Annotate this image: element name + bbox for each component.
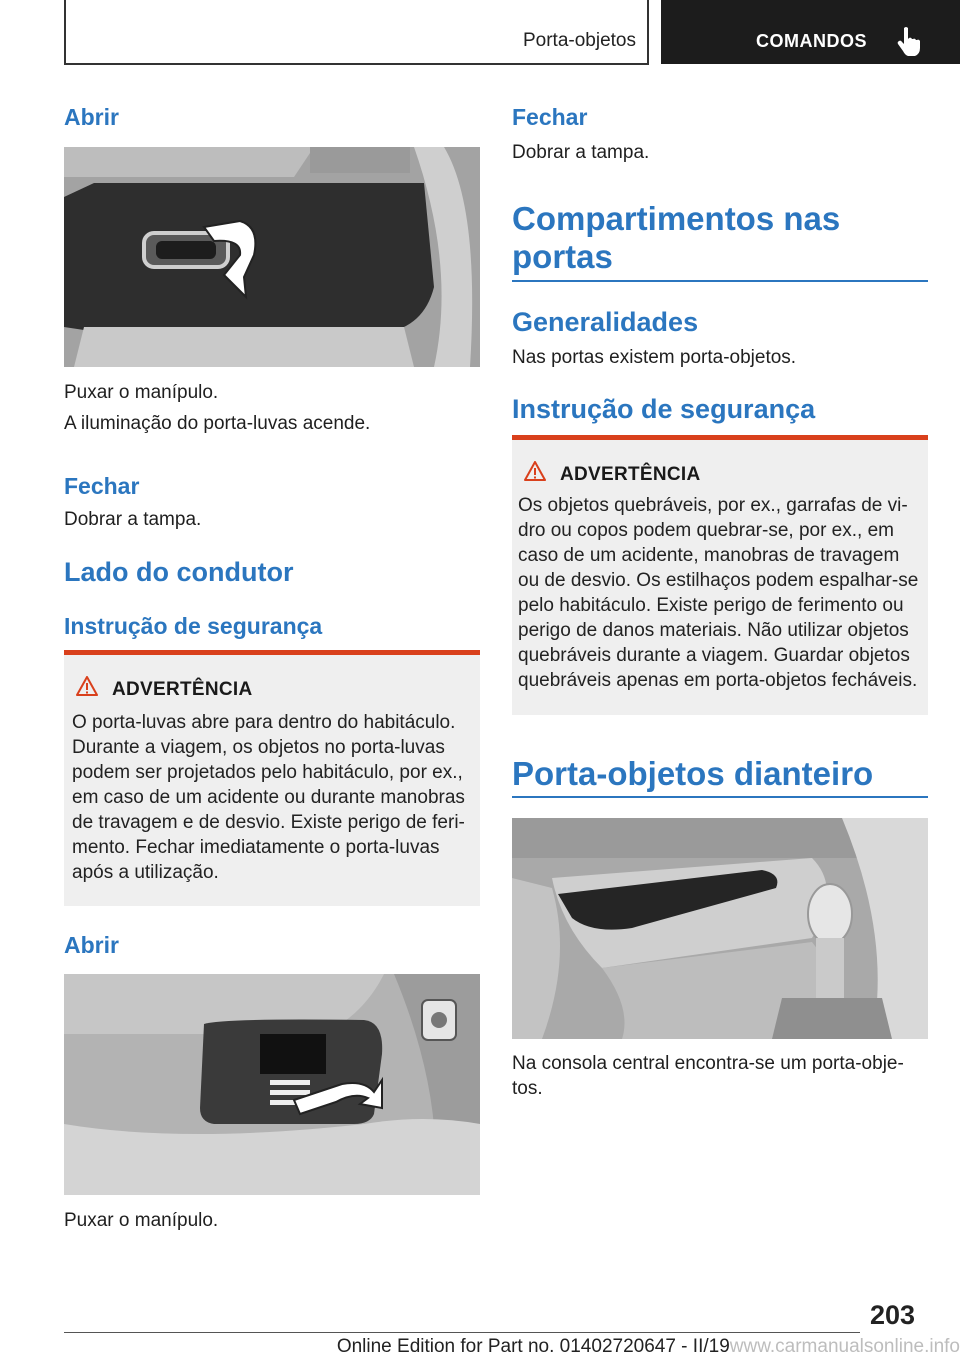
instruction-light: A iluminação do porta-luvas acende. xyxy=(64,413,371,434)
front-storage-text xyxy=(512,1051,904,1101)
warning-line: quebráveis durante a viagem. Guardar objetos xyxy=(518,645,910,666)
glovebox-photo xyxy=(64,147,480,367)
warning-text xyxy=(518,493,918,693)
door-compartments-heading xyxy=(512,200,840,276)
warning-line: ou de desvio. Os estilhaços podem espalhar-se xyxy=(518,570,919,591)
chapter-title: COMANDOS xyxy=(756,31,867,51)
warning-box-left xyxy=(64,650,480,906)
driver-side-heading: Lado do condutor xyxy=(64,557,294,587)
footer-rule xyxy=(64,1332,860,1333)
footer-edition xyxy=(300,1336,960,1358)
warning-bar xyxy=(512,435,928,440)
warning-triangle-icon xyxy=(524,461,546,481)
header-left-border xyxy=(64,0,66,64)
safety-heading-right: Instrução de segurança xyxy=(512,394,816,424)
safety-heading-left: Instrução de segurança xyxy=(64,613,323,639)
warning-line: após a utilização. xyxy=(72,862,219,883)
warning-line: caso de um acidente, manobras de travagem xyxy=(518,545,900,566)
header-bottom-border xyxy=(64,63,649,65)
warning-line: O porta-luvas abre para dentro do habitáculo. xyxy=(72,712,456,733)
warning-line: quebráveis apenas em porta-objetos fecháveis. xyxy=(518,670,918,691)
warning-line: pelo habitáculo. Existe perigo de ferimento ou xyxy=(518,595,904,616)
warning-text xyxy=(72,710,465,885)
watermark-link[interactable]: www.carmanualsonline.info xyxy=(729,1336,960,1357)
warning-line: Os objetos quebráveis, por ex., garrafas de vi- xyxy=(518,495,908,516)
warning-bar xyxy=(64,650,480,655)
fechar-heading-right: Fechar xyxy=(512,104,588,130)
front-storage-heading: Porta-objetos dianteiro xyxy=(512,755,874,792)
warning-line: Durante a viagem, os objetos no porta-luvas xyxy=(72,737,445,758)
warning-title: ADVERTÊNCIA xyxy=(560,464,701,485)
warning-line: perigo de danos materiais. Não utilizar objetos xyxy=(518,620,909,641)
fechar-heading: Fechar xyxy=(64,473,140,499)
edition-text: Online Edition for Part no. 01402720647 - II/19 xyxy=(336,1336,730,1357)
heading-rule xyxy=(512,280,928,282)
instruction-pull-handle-2: Puxar o manípulo. xyxy=(64,1210,219,1231)
door-heading-line: portas xyxy=(512,238,613,275)
warning-line: dro ou copos podem quebrar-se, por ex., em xyxy=(518,520,894,541)
center-console-photo xyxy=(512,818,928,1039)
door-heading-line: Compartimentos nas xyxy=(512,200,841,237)
instruction-pull-handle: Puxar o manípulo. xyxy=(64,382,219,403)
page-number: 203 xyxy=(870,1300,916,1330)
warning-title: ADVERTÊNCIA xyxy=(112,679,253,700)
warning-line: mento. Fechar imediatamente o porta-luvas xyxy=(72,837,440,858)
fechar-text-right: Dobrar a tampa. xyxy=(512,142,650,163)
warning-line: de travagem e de desvio. Existe perigo de feri- xyxy=(72,812,465,833)
general-text: Nas portas existem porta-objetos. xyxy=(512,347,797,368)
front-storage-line: tos. xyxy=(512,1078,543,1099)
warning-line: podem ser projetados pelo habitáculo, por ex., xyxy=(72,762,463,783)
warning-box-right xyxy=(512,435,928,715)
general-heading: Generalidades xyxy=(512,307,699,337)
hand-pointer-icon xyxy=(896,26,922,56)
abrir-heading: Abrir xyxy=(64,104,119,130)
driver-compartment-photo xyxy=(64,974,480,1195)
warning-line: em caso de um acidente ou durante manobras xyxy=(72,787,465,808)
heading-rule xyxy=(512,796,928,798)
warning-triangle-icon xyxy=(76,676,98,696)
section-title: Porta-objetos xyxy=(522,30,636,51)
abrir-heading-2: Abrir xyxy=(64,932,119,958)
header-right-border xyxy=(647,0,649,64)
fechar-text: Dobrar a tampa. xyxy=(64,509,202,530)
front-storage-line: Na consola central encontra-se um porta-obje- xyxy=(512,1053,904,1074)
